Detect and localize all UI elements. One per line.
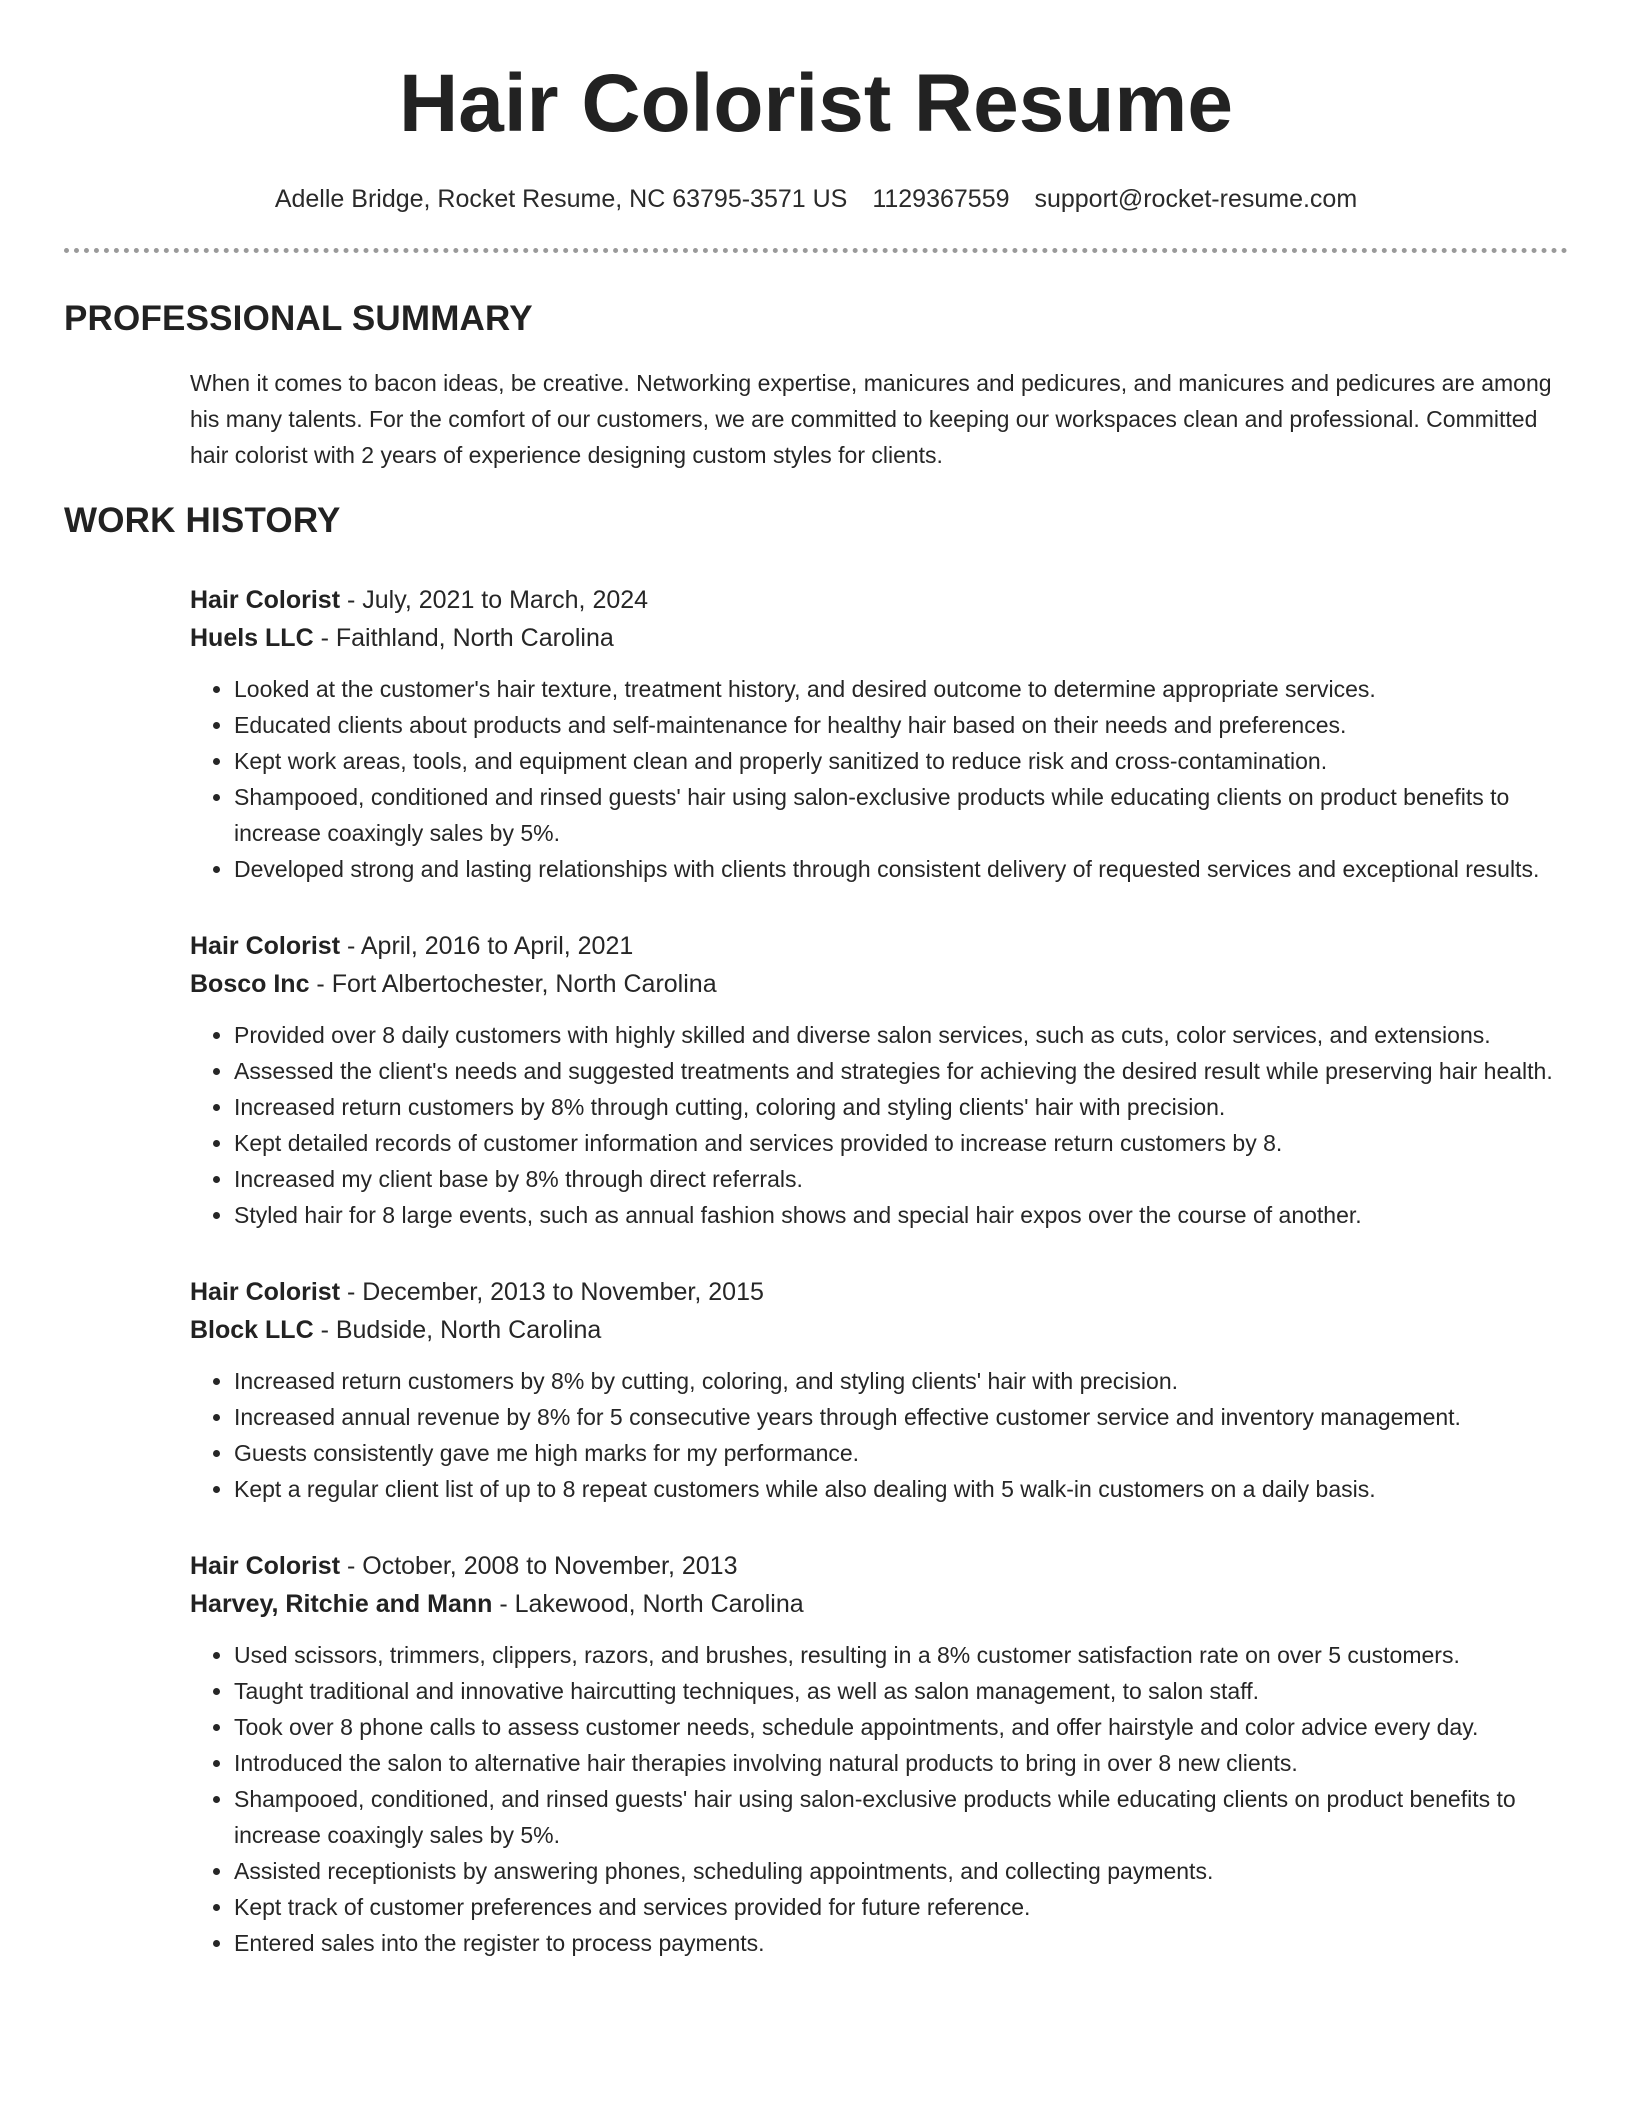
job-title-line [190,1547,1568,1585]
job-company-line [190,965,1568,1003]
job-bullet: • Increased my client base by 8% through direct referrals. [234,1161,1568,1197]
job-bullet: • Kept work areas, tools, and equipment clean and properly sanitized to reduce risk and cross-contamination. [234,743,1568,779]
job-company-line [190,1585,1568,1623]
job-location: - Lakewood, North Carolina [492,1590,804,1618]
job-company-line [190,1311,1568,1349]
job-bullet: • Shampooed, conditioned and rinsed guests' hair using salon-exclusive products while educating clients on product benefits to increase coaxingly sales by 5%. [234,779,1568,851]
job-bullet: • Assisted receptionists by answering phones, scheduling appointments, and collecting payments. [234,1853,1568,1889]
job-bullet: • Taught traditional and innovative haircutting techniques, as well as salon management, to salon staff. [234,1673,1568,1709]
job-dates: - April, 2016 to April, 2021 [340,932,634,960]
job-dates: - December, 2013 to November, 2015 [340,1278,764,1306]
job-bullet: • Took over 8 phone calls to assess customer needs, schedule appointments, and offer hairstyle and color advice every day. [234,1709,1568,1745]
job-title: Hair Colorist [190,586,341,614]
job-location: - Budside, North Carolina [313,1316,602,1344]
job-bullet: • Developed strong and lasting relationships with clients through consistent delivery of requested services and exceptional results. [234,851,1568,887]
job-bullets [190,671,1568,887]
job-entry [190,1273,1568,1507]
job-bullet: • Shampooed, conditioned, and rinsed guests' hair using salon-exclusive products while educating clients on product benefits to increase coaxingly sales by 5%. [234,1781,1568,1853]
job-bullet: • Entered sales into the register to process payments. [234,1925,1568,1961]
contact-phone: 1129367559 [872,185,1010,213]
job-entry [190,927,1568,1233]
job-location: - Fort Albertochester, North Carolina [309,970,717,998]
job-location: - Faithland, North Carolina [313,624,614,652]
job-bullets [190,1363,1568,1507]
job-bullet: • Increased annual revenue by 8% for 5 consecutive years through effective customer service and inventory management. [234,1399,1568,1435]
job-bullet: • Kept a regular client list of up to 8 repeat customers while also dealing with 5 walk-in customers on a daily basis. [234,1471,1568,1507]
job-title: Hair Colorist [190,932,341,960]
job-company: Harvey, Ritchie and Mann [190,1590,493,1618]
resume-header [64,0,1568,216]
job-bullet: • Increased return customers by 8% through cutting, coloring and styling clients' hair with precision. [234,1089,1568,1125]
job-bullet: • Used scissors, trimmers, clippers, razors, and brushes, resulting in a 8% customer satisfaction rate on over 5 customers. [234,1637,1568,1673]
contact-line [64,182,1568,216]
job-bullet: • Assessed the client's needs and suggested treatments and strategies for achieving the desired result while preserving hair health. [234,1053,1568,1089]
professional-summary-section [64,297,1568,473]
job-company: Huels LLC [190,624,314,652]
work-history-section [64,499,1568,1961]
job-bullet: • Kept detailed records of customer information and services provided to increase return customers by 8. [234,1125,1568,1161]
job-title-line [190,927,1568,965]
job-dates: - October, 2008 to November, 2013 [340,1552,738,1580]
job-entry [190,581,1568,887]
job-title-line [190,1273,1568,1311]
job-title-line [190,581,1568,619]
job-bullet: • Increased return customers by 8% by cutting, coloring, and styling clients' hair with precision. [234,1363,1568,1399]
job-entry [190,1547,1568,1961]
job-company-line [190,619,1568,657]
job-title: Hair Colorist [190,1278,341,1306]
contact-email: support@rocket-resume.com [1034,185,1358,213]
job-bullet: • Provided over 8 daily customers with highly skilled and diverse salon services, such as cuts, color services, and extensions. [234,1017,1568,1053]
work-history-heading: WORK HISTORY [64,501,341,540]
job-company: Block LLC [190,1316,314,1344]
header-divider [64,248,1568,253]
resume-title: Hair Colorist Resume [399,58,1233,149]
job-company: Bosco Inc [190,970,310,998]
job-title: Hair Colorist [190,1552,341,1580]
job-bullet: • Guests consistently gave me high marks for my performance. [234,1435,1568,1471]
contact-address: Adelle Bridge, Rocket Resume, NC 63795-3571 US [274,185,848,213]
job-bullet: • Styled hair for 8 large events, such as annual fashion shows and special hair expos over the course of another. [234,1197,1568,1233]
job-bullets [190,1017,1568,1233]
job-bullet: • Kept track of customer preferences and services provided for future reference. [234,1889,1568,1925]
job-bullet: • Looked at the customer's hair texture, treatment history, and desired outcome to determine appropriate services. [234,671,1568,707]
job-bullets [190,1637,1568,1961]
job-dates: - July, 2021 to March, 2024 [340,586,649,614]
job-bullet: • Introduced the salon to alternative hair therapies involving natural products to bring in over 8 new clients. [234,1745,1568,1781]
summary-text: When it comes to bacon ideas, be creative. Networking expertise, manicures and pedicures, and manicures and pedicures are among his many talents. For the comfort of our customers, we are committed to keeping our workspaces clean and professional. Committed hair colorist with 2 years of experience designing custom styles for clients. [190,370,1552,468]
job-bullet: • Educated clients about products and self-maintenance for healthy hair based on their needs and preferences. [234,707,1568,743]
summary-heading: PROFESSIONAL SUMMARY [64,299,533,338]
